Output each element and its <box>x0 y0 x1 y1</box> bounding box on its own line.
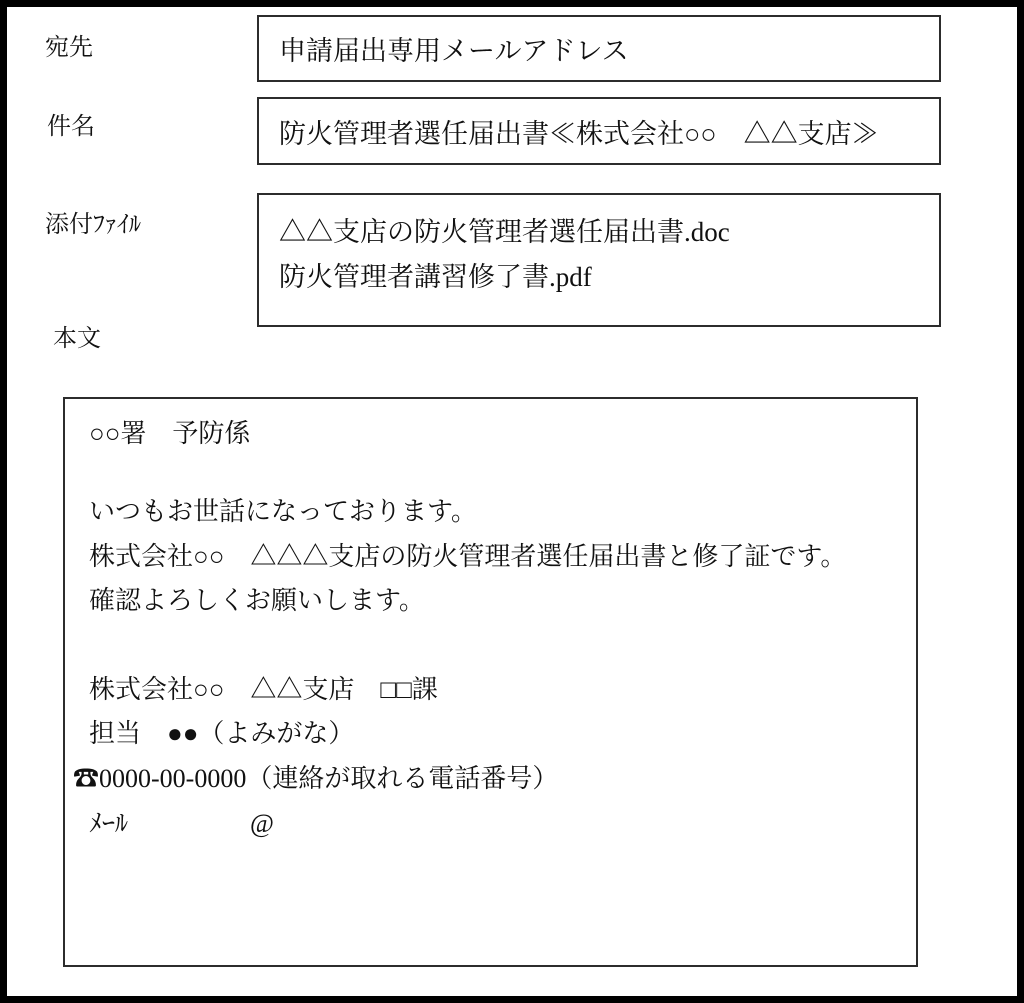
to-value: 申請届出専用メールアドレス <box>279 36 629 66</box>
attachments-label: 添付ﾌｧｲﾙ <box>45 212 141 238</box>
attachments-field[interactable] <box>257 193 941 327</box>
attachment-file-pdf: 防火管理者講習修了書.pdf <box>279 262 592 292</box>
subject-value: 防火管理者選任届出書≪株式会社○○ △△支店≫ <box>279 118 879 149</box>
body-field[interactable] <box>63 397 918 967</box>
signature-phone-number: 0000-00-0000（連絡が取れる電話番号） <box>99 764 559 793</box>
body-greeting: ○○署 予防係 <box>89 419 251 448</box>
body-line-3: 確認よろしくお願いします。 <box>89 586 425 615</box>
body-line-2: 株式会社○○ △△△支店の防火管理者選任届出書と修了証です。 <box>89 542 847 571</box>
subject-label: 件名 <box>47 114 95 140</box>
signature-contact: 担当 ●●（よみがな） <box>89 719 355 748</box>
phone-icon: ☎ <box>73 764 100 793</box>
mail-at-symbol: @ <box>250 809 274 838</box>
body-line-1: いつもお世話になっております。 <box>89 497 477 526</box>
to-field[interactable] <box>257 15 941 82</box>
body-label: 本文 <box>53 326 101 352</box>
signature-phone-line <box>73 763 558 795</box>
signature-company: 株式会社○○ △△支店 □□課 <box>89 675 438 704</box>
to-label: 宛先 <box>45 35 93 61</box>
attachment-file-doc: △△支店の防火管理者選任届出書.doc <box>279 217 730 247</box>
mail-label: ﾒｰﾙ <box>89 809 129 838</box>
subject-field[interactable] <box>257 97 941 165</box>
signature-mail-line <box>89 808 274 840</box>
